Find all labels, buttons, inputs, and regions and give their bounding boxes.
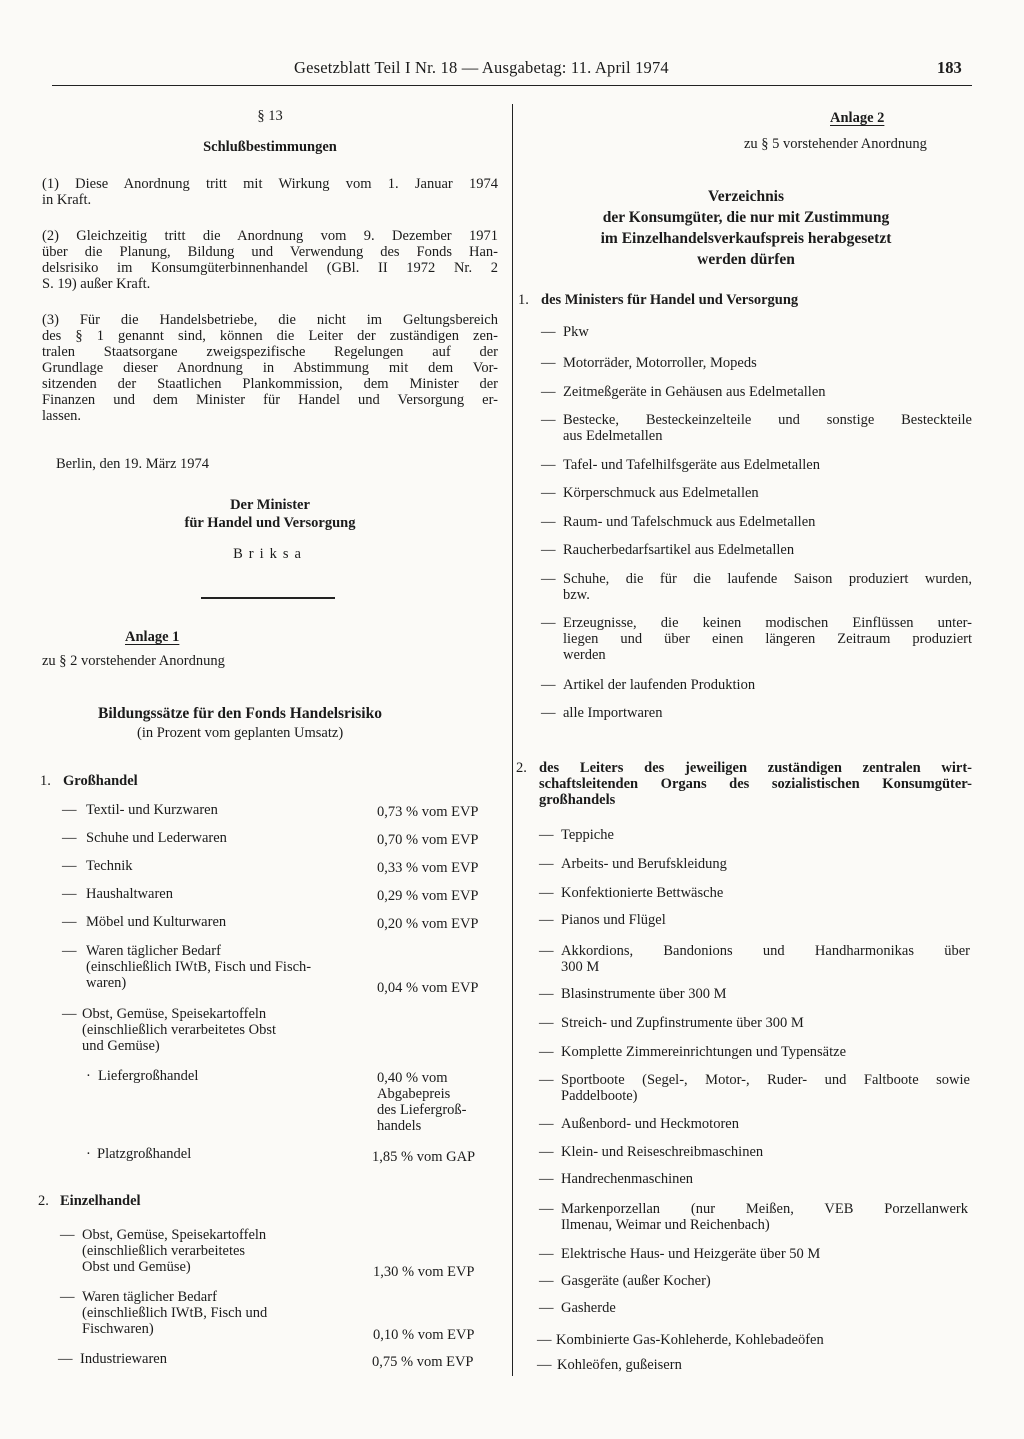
sub-row-value	[377, 1070, 467, 1134]
list-item	[541, 384, 556, 400]
rate-row	[58, 1351, 498, 1369]
list-item-text: Gasgeräte (außer Kocher)	[561, 1273, 711, 1289]
rate-row-value: 0,29 % vom EVP	[377, 888, 479, 904]
dash-bullet: —	[539, 1246, 554, 1262]
dash-bullet: —	[62, 914, 77, 930]
rate-row	[62, 802, 502, 820]
list-item-text: Gasherde	[561, 1300, 616, 1316]
rate-row	[62, 943, 502, 995]
label-line: Waren täglicher Bedarf	[86, 943, 221, 959]
list-item-text: Pkw	[563, 324, 589, 340]
list-item-text: Kohleöfen, gußeisern	[557, 1357, 682, 1373]
dash-bullet: —	[62, 1006, 77, 1022]
sub-row-value: 1,85 % vom GAP	[372, 1149, 476, 1165]
list-item	[541, 324, 556, 340]
list-item-text: Handrechenmaschinen	[561, 1171, 694, 1187]
rate-row-value: 0,33 % vom EVP	[377, 860, 479, 876]
paragraph-3-line: des § 1 genannt sind, können die Leiter der zuständigen zen-	[42, 328, 498, 344]
list-item	[539, 1171, 554, 1187]
section-2-title-line: großhandels	[539, 792, 616, 808]
paragraph-3-line: Finanzen und dem Minister für Handel und Versorgung er-	[42, 392, 498, 408]
list-item-text: Konfektionierte Bettwäsche	[561, 885, 724, 901]
list-item	[539, 1246, 554, 1262]
list-item-line: Bestecke, Besteckeinzelteile und sonstige Besteckteile	[563, 412, 972, 428]
sub-row-bullet: ·	[86, 1068, 91, 1084]
rate-row-value: 0,04 % vom EVP	[377, 980, 479, 996]
dash-bullet: —	[62, 943, 77, 959]
dash-bullet: —	[539, 1273, 554, 1289]
dash-bullet: —	[60, 1227, 75, 1243]
list-item-text: Kombinierte Gas-Kohleherde, Kohlebadeöfen	[556, 1332, 824, 1348]
list-item-text: Raum- und Tafelschmuck aus Edelmetallen	[563, 514, 816, 530]
list-item	[539, 1300, 554, 1316]
anlage-1-label: Anlage 1	[125, 629, 180, 645]
dash-bullet: —	[541, 705, 556, 721]
list-item-text: Pianos und Flügel	[561, 912, 666, 928]
dash-bullet: —	[541, 324, 556, 340]
dash-bullet: —	[62, 802, 77, 818]
paragraph-2-line: delsrisiko im Konsumgüterbinnenhandel (GBl. II 1972 Nr. 2	[42, 260, 498, 276]
paragraph-3	[42, 312, 498, 424]
rate-row	[62, 914, 502, 932]
sub-row-bullet: ·	[86, 1146, 91, 1162]
list-item	[541, 485, 556, 501]
rate-row-label: Textil- und Kurzwaren	[86, 802, 218, 818]
section-1-number: 1.	[518, 292, 529, 308]
list-title-line: im Einzelhandelsverkaufspreis herabgesetzt	[600, 230, 892, 247]
dash-bullet: —	[541, 384, 556, 400]
dash-bullet: —	[539, 827, 554, 843]
list-item-line: werden	[563, 647, 606, 663]
dash-bullet: —	[539, 1116, 554, 1132]
dash-bullet: —	[62, 830, 77, 846]
list-item-text: Streich- und Zupfinstrumente über 300 M	[561, 1015, 804, 1031]
list-item-line: Sportboote (Segel-, Motor-, Ruder- und Faltboote sowie	[561, 1072, 970, 1088]
dash-bullet: —	[539, 912, 554, 928]
rate-row-label	[82, 1227, 266, 1275]
label-line: waren)	[86, 975, 127, 991]
anlage-1-reference: zu § 2 vorstehender Anordnung	[42, 653, 225, 669]
signer-title-1: Der Minister	[230, 497, 310, 513]
section-2-number: 2.	[516, 760, 527, 776]
list-item	[539, 1044, 554, 1060]
section-title: Schlußbestimmungen	[203, 139, 337, 155]
list-item-text: Teppiche	[561, 827, 614, 843]
label-line: und Gemüse)	[82, 1038, 160, 1054]
list-item-text: Arbeits- und Berufskleidung	[561, 856, 727, 872]
dash-bullet: —	[62, 858, 77, 874]
list-item-text: Außenbord- und Heckmotoren	[561, 1116, 739, 1132]
list-item-text	[563, 615, 972, 663]
dash-bullet: —	[541, 457, 556, 473]
label-line: Waren täglicher Bedarf	[82, 1289, 217, 1305]
label-line: Obst und Gemüse)	[82, 1259, 191, 1275]
list-item	[539, 1201, 554, 1217]
group-1-number: 1.	[40, 773, 51, 789]
signature-rule	[201, 597, 335, 599]
list-item-text	[561, 1072, 970, 1104]
list-item	[539, 827, 554, 843]
list-item-line: Markenporzellan (nur Meißen, VEB Porzellanwerk	[561, 1201, 968, 1217]
rates-table-title: Bildungssätze für den Fonds Handelsrisiko	[98, 705, 382, 722]
value-line: 0,40 % vom	[377, 1070, 448, 1086]
list-item	[541, 705, 556, 721]
list-item-line: Akkordions, Bandonions und Handharmonikas über	[561, 943, 970, 959]
label-line: Obst, Gemüse, Speisekartoffeln	[82, 1227, 267, 1243]
list-item	[539, 856, 554, 872]
list-item	[539, 1116, 554, 1132]
rate-row-label: Technik	[86, 858, 133, 874]
list-item-line: Erzeugnisse, die keinen modischen Einflüssen unter-	[563, 615, 972, 631]
signer-title-2: für Handel und Versorgung	[184, 515, 356, 531]
list-title-line: der Konsumgüter, die nur mit Zustimmung	[602, 209, 890, 226]
list-item-text	[561, 943, 970, 975]
dash-bullet: —	[541, 542, 556, 558]
paragraph-1	[42, 176, 498, 208]
dash-bullet: —	[541, 412, 556, 428]
list-item	[541, 355, 556, 371]
label-line: Obst, Gemüse, Speisekartoffeln	[82, 1006, 267, 1022]
list-item-line: Paddelboote)	[561, 1088, 638, 1104]
dash-bullet: —	[58, 1351, 73, 1367]
rate-row-value: 0,75 % vom EVP	[372, 1354, 474, 1370]
dash-bullet: —	[537, 1332, 552, 1348]
group-1-title: Großhandel	[63, 773, 138, 789]
header-rule	[52, 85, 972, 86]
dash-bullet: —	[539, 1015, 554, 1031]
paragraph-3-line: sitzenden der Staatlichen Plankommission, dem Minister der	[42, 376, 498, 392]
list-item	[541, 514, 556, 530]
rate-row-value: 0,10 % vom EVP	[373, 1327, 475, 1343]
paragraph-3-line: Grundlage dieser Anordnung in Abstimmung mit dem Vor-	[42, 360, 498, 376]
section-2-title-line: des Leiters des jeweiligen zuständigen zentralen wirt-	[539, 760, 972, 776]
list-item	[539, 1072, 554, 1088]
label-line: (einschließlich verarbeitetes	[82, 1243, 246, 1259]
paragraph-3-line: tralen Staatsorgane zweigspezifische Regelungen auf der	[42, 344, 498, 360]
column-divider	[512, 104, 513, 1376]
list-item-line: liegen und über einen längeren Zeitraum produziert	[563, 631, 972, 647]
list-item-text: Zeitmeßgeräte in Gehäusen aus Edelmetallen	[563, 384, 826, 400]
list-item	[539, 943, 554, 959]
list-item	[541, 412, 556, 428]
rate-row-label: Möbel und Kulturwaren	[86, 914, 227, 930]
list-item-text: alle Importwaren	[563, 705, 663, 721]
list-item	[541, 542, 556, 558]
dash-bullet: —	[541, 615, 556, 631]
dash-bullet: —	[541, 485, 556, 501]
running-header: Gesetzblatt Teil I Nr. 18 — Ausgabetag: 11. April 1974	[294, 58, 669, 77]
anlage-2-label: Anlage 2	[830, 110, 885, 126]
section-number: § 13	[257, 108, 283, 124]
rate-row-value: 0,70 % vom EVP	[377, 832, 479, 848]
list-item-text: Körperschmuck aus Edelmetallen	[563, 485, 759, 501]
list-item-text: Tafel- und Tafelhilfsgeräte aus Edelmetallen	[563, 457, 820, 473]
list-item	[537, 1357, 552, 1373]
list-item	[541, 615, 556, 631]
dash-bullet: —	[539, 885, 554, 901]
paragraph-1-line: in Kraft.	[42, 192, 92, 208]
rate-row	[62, 886, 502, 904]
signer-name: Briksa	[233, 546, 307, 562]
list-title	[520, 186, 972, 270]
paragraph-3-line: lassen.	[42, 408, 82, 424]
rate-row-value: 0,20 % vom EVP	[377, 916, 479, 932]
rate-row-label	[82, 1006, 276, 1054]
list-item	[539, 1273, 554, 1289]
rate-row	[62, 1006, 502, 1058]
paragraph-2-line: über die Planung, Bildung und Verwendung des Fonds Han-	[42, 244, 498, 260]
list-item-line: bzw.	[563, 587, 590, 603]
list-item	[539, 1144, 554, 1160]
list-item	[541, 571, 556, 587]
list-item-text	[561, 1201, 968, 1233]
list-item-text: Artikel der laufenden Produktion	[563, 677, 756, 693]
dash-bullet: —	[60, 1289, 75, 1305]
group-2-number: 2.	[38, 1193, 49, 1209]
list-item	[537, 1332, 552, 1348]
list-item-text: Raucherbedarfsartikel aus Edelmetallen	[563, 542, 795, 558]
group-2-title: Einzelhandel	[60, 1193, 141, 1209]
rate-row-label: Schuhe und Lederwaren	[86, 830, 227, 846]
list-item	[539, 1015, 554, 1031]
section-2-title-line: schaftsleitenden Organs des sozialistischen Konsumgüter-	[539, 776, 972, 792]
list-item	[539, 912, 554, 928]
label-line: (einschließlich IWtB, Fisch und Fisch-	[86, 959, 312, 975]
list-item	[541, 677, 556, 693]
rate-row	[62, 830, 502, 848]
paragraph-3-line: (3) Für die Handelsbetriebe, die nicht im Geltungsbereich	[42, 312, 498, 328]
rate-row-value: 0,73 % vom EVP	[377, 804, 479, 820]
section-2-title	[539, 760, 972, 808]
list-item-text	[563, 412, 972, 444]
rate-row	[60, 1289, 500, 1341]
list-item-text: Elektrische Haus- und Heizgeräte über 50 M	[561, 1246, 821, 1262]
dash-bullet: —	[541, 355, 556, 371]
list-item-line: aus Edelmetallen	[563, 428, 663, 444]
list-title-line: Verzeichnis	[707, 188, 785, 205]
rates-table-subtitle: (in Prozent vom geplanten Umsatz)	[137, 725, 344, 741]
page-header	[0, 60, 1024, 84]
page-number: 183	[937, 58, 962, 77]
sub-row-label: Platzgroßhandel	[97, 1146, 192, 1162]
dash-bullet: —	[539, 856, 554, 872]
dash-bullet: —	[541, 571, 556, 587]
value-line: Abgabepreis	[377, 1086, 451, 1102]
rate-row-label: Haushaltwaren	[86, 886, 173, 902]
dash-bullet: —	[539, 1144, 554, 1160]
place-date: Berlin, den 19. März 1974	[56, 456, 210, 472]
dash-bullet: —	[539, 1201, 554, 1217]
rate-row	[62, 858, 502, 876]
rate-row	[60, 1227, 500, 1279]
list-item-line: Ilmenau, Weimar und Reichenbach)	[561, 1217, 770, 1233]
paragraph-2-line: S. 19) außer Kraft.	[42, 276, 151, 292]
label-line: Fischwaren)	[82, 1321, 154, 1337]
dash-bullet: —	[537, 1357, 552, 1373]
dash-bullet: —	[539, 1044, 554, 1060]
list-item-line: 300 M	[561, 959, 600, 975]
dash-bullet: —	[539, 943, 554, 959]
list-item	[541, 457, 556, 473]
paragraph-2-line: (2) Gleichzeitig tritt die Anordnung vom 9. Dezember 1971	[42, 228, 498, 244]
list-item-line: Schuhe, die für die laufende Saison produziert wurden,	[563, 571, 972, 587]
list-item	[539, 986, 554, 1002]
dash-bullet: —	[539, 1300, 554, 1316]
sub-row-label: Liefergroßhandel	[98, 1068, 199, 1084]
list-item-text: Motorräder, Motorroller, Mopeds	[563, 355, 757, 371]
dash-bullet: —	[62, 886, 77, 902]
label-line: (einschließlich IWtB, Fisch und	[82, 1305, 268, 1321]
value-line: des Liefergroß-	[377, 1102, 467, 1118]
rate-row-label	[86, 943, 311, 991]
rate-row-label	[82, 1289, 267, 1337]
dash-bullet: —	[539, 986, 554, 1002]
anlage-2-reference: zu § 5 vorstehender Anordnung	[744, 136, 927, 152]
value-line: handels	[377, 1118, 422, 1134]
list-item	[539, 885, 554, 901]
list-item-text: Klein- und Reiseschreibmaschinen	[561, 1144, 764, 1160]
list-item-text	[563, 571, 972, 603]
dash-bullet: —	[539, 1171, 554, 1187]
list-title-line: werden dürfen	[697, 251, 795, 268]
paragraph-1-line: (1) Diese Anordnung tritt mit Wirkung vom 1. Januar 1974	[42, 176, 498, 192]
rate-row-label: Industriewaren	[80, 1351, 167, 1367]
dash-bullet: —	[541, 677, 556, 693]
label-line: (einschließlich verarbeitetes Obst	[82, 1022, 277, 1038]
rate-row-value: 1,30 % vom EVP	[373, 1264, 475, 1280]
list-item-text: Komplette Zimmereinrichtungen und Typensätze	[561, 1044, 847, 1060]
paragraph-2	[42, 228, 498, 292]
dash-bullet: —	[541, 514, 556, 530]
list-item-text: Blasinstrumente über 300 M	[561, 986, 727, 1002]
dash-bullet: —	[539, 1072, 554, 1088]
section-1-title: des Ministers für Handel und Versorgung	[541, 292, 799, 308]
